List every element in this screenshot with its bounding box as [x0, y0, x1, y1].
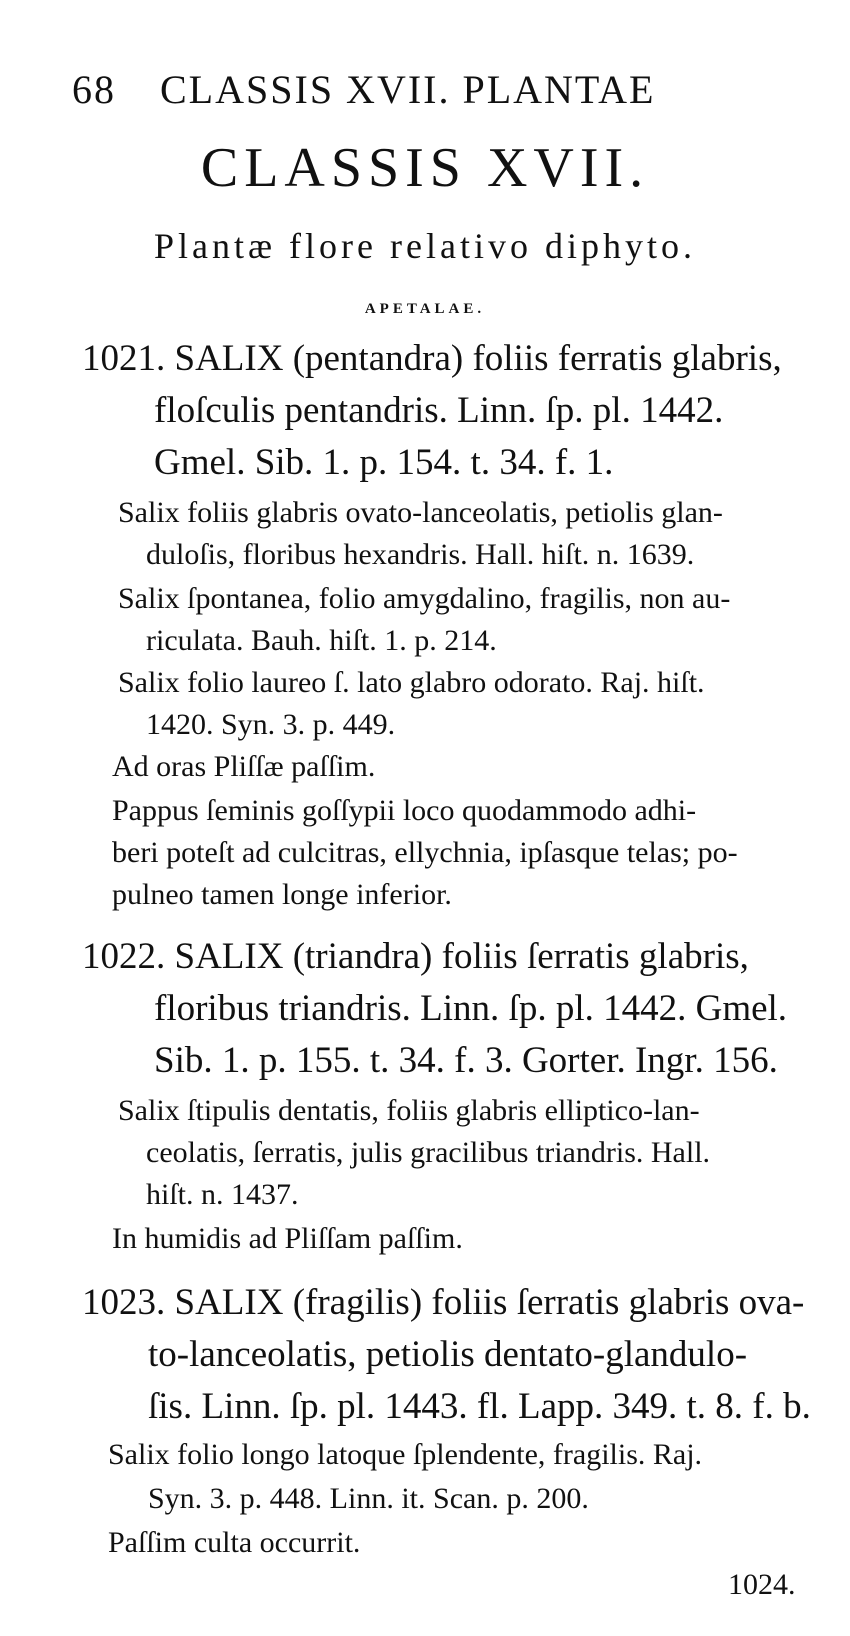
- entry-1022-line-2: floribus triandris. Linn. ſp. pl. 1442. Gmel.: [154, 988, 788, 1029]
- entry-1023-synonym-line: Salix folio longo latoque ſplendente, fragilis. Raj.: [108, 1438, 703, 1471]
- entry-1021-locality: Ad oras Pliſſæ paſſim.: [112, 750, 376, 783]
- catchword: 1024.: [728, 1568, 796, 1601]
- entry-1022-synonym-line: ceolatis, ſerratis, julis gracilibus triandris. Hall.: [146, 1136, 711, 1169]
- entry-1021-synonym-line: Salix ſpontanea, folio amygdalino, fragilis, non au-: [118, 582, 731, 615]
- entry-1022-line-3: Sib. 1. p. 155. t. 34. f. 3. Gorter. Ingr. 156.: [154, 1040, 778, 1081]
- entry-1022-line-1: 1022. SALIX (triandra) foliis ſerratis glabris,: [82, 936, 749, 977]
- entry-1022-synonym-line: Salix ſtipulis dentatis, foliis glabris elliptico-lan-: [118, 1094, 700, 1127]
- section-label: APETALAE.: [364, 301, 486, 317]
- entry-1021-synonym-line: 1420. Syn. 3. p. 449.: [146, 708, 396, 741]
- entry-1022-synonym-line: hiſt. n. 1437.: [146, 1178, 299, 1211]
- entry-1021-synonym-line: Salix folio laureo ſ. lato glabro odorato. Raj. hiſt.: [118, 666, 705, 699]
- entry-1023-line-3: ſis. Linn. ſp. pl. 1443. fl. Lapp. 349. t. 8. f. b.: [148, 1386, 811, 1427]
- entry-1021-line-1: 1021. SALIX (pentandra) foliis ferratis glabris,: [82, 338, 782, 379]
- entry-1023-line-2: to-lanceolatis, petiolis dentato-glandulo-: [148, 1334, 748, 1375]
- entry-1021-synonym-line: duloſis, floribus hexandris. Hall. hiſt. n. 1639.: [146, 538, 695, 571]
- classis-subtitle: Plantæ flore relativo diphyto.: [154, 226, 696, 266]
- entry-1021-line-3: Gmel. Sib. 1. p. 154. t. 34. f. 1.: [154, 442, 614, 483]
- entry-1021-note-line: beri poteſt ad culcitras, ellychnia, ipſasque telas; po-: [112, 836, 738, 869]
- entry-1023-synonym-line: Syn. 3. p. 448. Linn. it. Scan. p. 200.: [148, 1482, 589, 1515]
- entry-1021-line-2: floſculis pentandris. Linn. ſp. pl. 1442.: [154, 390, 724, 431]
- entry-1021-synonym-line: riculata. Bauh. hiſt. 1. p. 214.: [146, 624, 497, 657]
- running-head-text: CLASSIS XVII. PLANTAE: [160, 67, 656, 112]
- entry-1023-line-1: 1023. SALIX (fragilis) foliis ſerratis glabris ova-: [82, 1282, 805, 1323]
- entry-1023-locality: Paſſim culta occurrit.: [108, 1526, 361, 1559]
- entry-1022-locality: In humidis ad Pliſſam paſſim.: [112, 1222, 463, 1255]
- entry-1021-note-line: pulneo tamen longe inferior.: [112, 878, 452, 911]
- entry-1021-note-line: Pappus ſeminis goſſypii loco quodammodo adhi-: [112, 794, 697, 827]
- page-number: 68: [72, 67, 116, 112]
- classis-title: CLASSIS XVII.: [200, 137, 650, 199]
- entry-1021-synonym-line: Salix foliis glabris ovato-lanceolatis, petiolis glan-: [118, 496, 723, 529]
- running-head: [72, 67, 656, 112]
